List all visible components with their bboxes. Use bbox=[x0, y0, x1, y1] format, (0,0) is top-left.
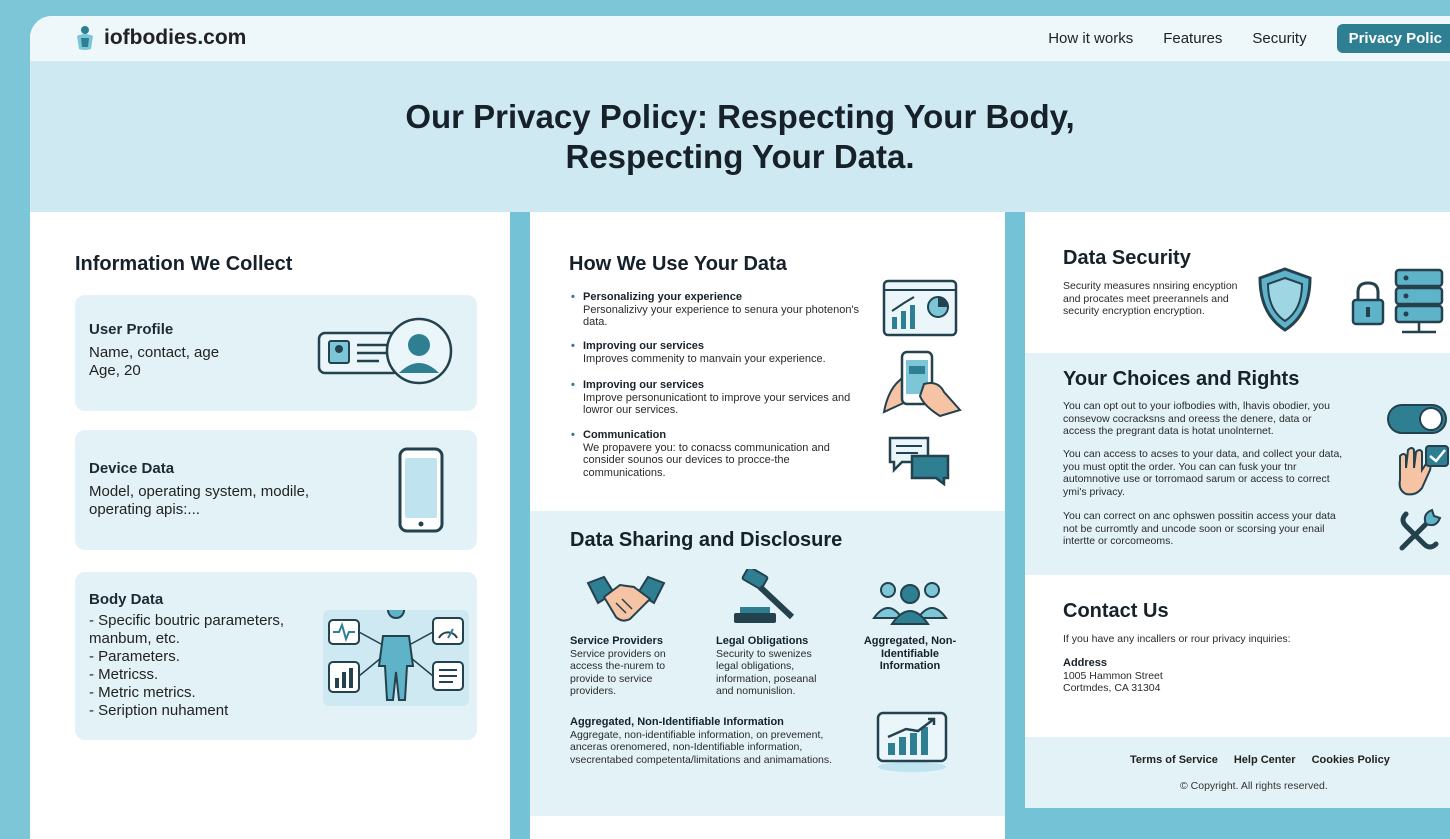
sharing-col bbox=[570, 635, 690, 698]
page-title: Our Privacy Policy: Respecting Your Body, Respecting Your Data. bbox=[405, 98, 1075, 175]
card-body bbox=[89, 483, 309, 519]
use-item-title: Improving our services bbox=[583, 379, 705, 391]
card-line: - Metricss. bbox=[89, 666, 159, 683]
address-label: Address bbox=[1063, 657, 1108, 669]
top-nav-bar bbox=[30, 16, 1450, 62]
nav-security[interactable]: Security bbox=[1252, 30, 1307, 47]
sharing-col-title: Service Providers bbox=[570, 635, 663, 647]
use-item bbox=[571, 340, 863, 365]
use-item-body: Improves commenity to manvain your experience. bbox=[583, 352, 826, 365]
cookies-policy-link[interactable]: Cookies Policy bbox=[1311, 754, 1390, 766]
column-divider bbox=[1005, 212, 1025, 839]
sharing-col-body: Service providers on access the-nurem to provide to service providers. bbox=[570, 647, 666, 697]
footer-bottom-strip bbox=[1025, 808, 1450, 839]
use-item bbox=[571, 291, 863, 329]
main-nav bbox=[1048, 24, 1450, 53]
card-line: - Seription nuhament bbox=[89, 702, 229, 719]
body-metrics-icon bbox=[323, 610, 469, 706]
chat-bubbles-icon bbox=[888, 434, 952, 486]
contact-heading: Contact Us bbox=[1063, 600, 1169, 622]
contact-intro: If you have any incallers or rour privacy inquiries: bbox=[1063, 633, 1291, 645]
copyright-text: © Copyright. All rights reserved. bbox=[1180, 780, 1328, 792]
aggregated-body: Aggregate, non-identifiable information, on prevement, anceras orenomered, non-Identifiable information, vsecrentabed competenta/limitations and animamations. bbox=[570, 728, 833, 766]
bullet-icon: • bbox=[571, 291, 575, 303]
choices-heading: Your Choices and Rights bbox=[1063, 368, 1300, 390]
site-logo[interactable] bbox=[74, 25, 246, 51]
smartphone-icon bbox=[397, 446, 445, 534]
shield-icon bbox=[1256, 266, 1314, 334]
hand-phone-icon bbox=[880, 350, 964, 420]
bullet-icon: • bbox=[571, 429, 575, 441]
use-heading: How We Use Your Data bbox=[569, 253, 787, 275]
card-title: Body Data bbox=[89, 591, 164, 608]
card-body bbox=[89, 344, 219, 380]
choices-paragraph: You can access to acses to your data, and collect your data, you must optit the order. You can can fusk your tnr automnotive use or torromaod sarum or access to correct ymi's privacy. bbox=[1063, 448, 1343, 498]
security-heading: Data Security bbox=[1063, 247, 1191, 269]
card-line: Name, contact, age bbox=[89, 344, 220, 361]
users-group-icon bbox=[872, 578, 948, 626]
address-line: Cortmdes, CA 31304 bbox=[1063, 682, 1161, 694]
card-title: Device Data bbox=[89, 460, 175, 477]
card-line: Age, 20 bbox=[89, 362, 141, 379]
bullet-icon: • bbox=[571, 379, 575, 391]
card-line: - Parameters. bbox=[89, 648, 180, 665]
gavel-icon bbox=[730, 569, 804, 629]
logo-icon bbox=[74, 25, 96, 51]
card-line: Model, operating system, modile, bbox=[89, 483, 310, 500]
footer bbox=[1025, 737, 1450, 808]
aggregated-title: Aggregated, Non-Identifiable Information bbox=[570, 716, 784, 728]
use-item-title: Communication bbox=[583, 429, 667, 441]
aggregated-info bbox=[570, 716, 840, 766]
page-frame bbox=[30, 16, 1450, 839]
card-line: - Specific boutric parameters, bbox=[89, 612, 285, 629]
address-line: 1005 Hammon Street bbox=[1063, 669, 1163, 682]
sharing-col-title: Legal Obligations bbox=[716, 635, 809, 647]
sharing-col bbox=[856, 635, 964, 673]
card-title: User Profile bbox=[89, 321, 174, 338]
card-line: - Metric metrics. bbox=[89, 684, 196, 701]
card-body bbox=[89, 612, 284, 720]
toggle-switch-icon[interactable] bbox=[1386, 402, 1448, 436]
use-item-body: We propavere you: to conacss communication and consider sounos our devices to procce-the communications. bbox=[583, 441, 830, 479]
handshake-icon bbox=[586, 573, 666, 627]
security-body: Security measures nnsiring encyption and procates meet preerannels and security encryption encryption. bbox=[1063, 280, 1238, 317]
consent-hand-icon bbox=[1392, 444, 1450, 500]
nav-how-it-works[interactable]: How it works bbox=[1048, 30, 1134, 47]
sharing-col-body: Security to swenizes legal obligations, information, poseanal and nomunislion. bbox=[716, 647, 817, 697]
card-line: manbum, etc. bbox=[89, 630, 180, 647]
body-data-card bbox=[75, 572, 477, 740]
analytics-dashboard-icon bbox=[882, 279, 958, 337]
nav-features[interactable]: Features bbox=[1163, 30, 1223, 47]
nav-privacy-policy[interactable]: Privacy Polic bbox=[1337, 24, 1450, 53]
site-name: iofbodies.com bbox=[104, 26, 247, 49]
sharing-col bbox=[716, 635, 836, 698]
bullet-icon: • bbox=[571, 340, 575, 352]
use-item bbox=[571, 379, 863, 417]
use-item-title: Personalizing your experience bbox=[583, 291, 742, 303]
use-item-body: Personalizivy your experience to senura your photenon's data. bbox=[583, 303, 860, 328]
wrench-screwdriver-icon bbox=[1396, 506, 1444, 554]
help-center-link[interactable]: Help Center bbox=[1233, 754, 1296, 766]
server-icon bbox=[1392, 268, 1446, 338]
choices-paragraph: You can opt out to your iofbodies with, lhavis obodier, you consevow cocracksns and oreess the denere, data or access the pregrant data is hotat unolnternet. bbox=[1063, 400, 1330, 437]
use-item bbox=[571, 429, 863, 479]
sharing-heading: Data Sharing and Disclosure bbox=[570, 529, 843, 551]
footer-links bbox=[1130, 754, 1406, 766]
device-data-card bbox=[75, 430, 477, 550]
id-card-icon bbox=[317, 313, 457, 389]
use-item-body: Improve personunicationt to improve your services and lowror our services. bbox=[583, 391, 851, 416]
use-item-title: Improving our services bbox=[583, 340, 705, 352]
growth-chart-icon bbox=[876, 709, 948, 773]
terms-link[interactable]: Terms of Service bbox=[1130, 754, 1218, 766]
hero-banner bbox=[30, 62, 1450, 212]
contact-address bbox=[1063, 657, 1263, 695]
card-line: operating apis:... bbox=[89, 501, 200, 518]
collect-heading: Information We Collect bbox=[75, 253, 293, 275]
column-divider bbox=[510, 212, 530, 839]
choices-paragraph: You can correct on anc ophswen possitin access your data not be curromtly and uncode soon or scorsing your enail intertte or corcomeoms. bbox=[1063, 510, 1336, 547]
user-profile-card bbox=[75, 295, 477, 411]
lock-icon bbox=[1350, 280, 1386, 328]
sharing-col-title: Aggregated, Non-Identifiable Information bbox=[863, 635, 957, 672]
